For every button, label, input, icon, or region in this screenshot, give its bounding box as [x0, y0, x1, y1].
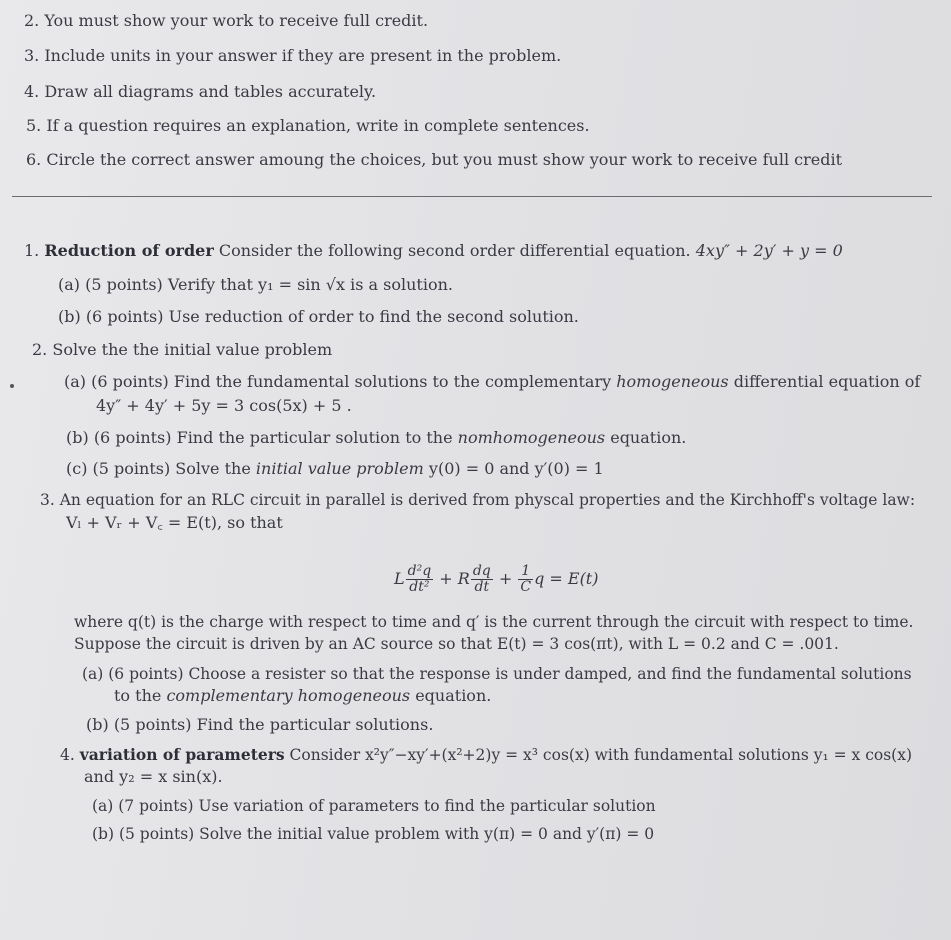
problem-2b: [66, 428, 686, 448]
problem-3-intro: 3. An equation for an RLC circuit in parallel is derived from physcal properties and the Kirchhoff's voltage law:: [40, 491, 916, 509]
fraction-numerator: dq: [472, 563, 491, 579]
problem-3-intro-equation: Vₗ + Vᵣ + V꜀ = E(t), so that: [66, 513, 283, 532]
problem-4-heading: [60, 745, 912, 765]
instruction-2: 2. You must show your work to receive full credit.: [24, 11, 429, 30]
fraction-denominator: C: [520, 579, 532, 595]
problem-4-number: 4.: [60, 746, 75, 764]
problem-2a-equation: 4y″ + 4y′ + 5y = 3 cos(5x) + 5 .: [96, 396, 352, 415]
instruction-5: 5. If a question requires an explanation, write in complete sentences.: [26, 116, 590, 135]
problem-1-text: Consider the following second order differential equation.: [218, 241, 691, 260]
problem-1-number: 1.: [24, 241, 40, 260]
fraction-denominator: dt: [474, 579, 490, 595]
problem-3a-emphasis: complementary homogeneous: [166, 686, 411, 705]
problem-4b: (b) (5 points) Solve the initial value problem with y(π) = 0 and y′(π) = 0: [92, 825, 655, 843]
problem-3a-text-end: equation.: [415, 686, 492, 705]
fraction-denominator: dt²: [409, 579, 430, 595]
problem-1a: (a) (5 points) Verify that y₁ = sin √x is a solution.: [58, 275, 453, 294]
problem-1-heading: [24, 241, 843, 261]
instruction-4: 4. Draw all diagrams and tables accurately.: [24, 82, 377, 101]
problem-2a-text: (a) (6 points) Find the fundamental solutions to the complementary: [64, 372, 612, 391]
problem-3a-text: to the: [114, 686, 162, 705]
fraction-numerator: d²q: [407, 563, 432, 579]
problem-4a: (a) (7 points) Use variation of parameters to find the particular solution: [92, 797, 656, 815]
first-derivative-fraction: [471, 564, 493, 595]
instruction-3: 3. Include units in your answer if they are present in the problem.: [24, 46, 562, 65]
capacitance-fraction: [518, 564, 533, 595]
problem-1-equation: 4xy″ + 2y′ + y = 0: [695, 241, 843, 260]
problem-3-suppose: Suppose the circuit is driven by an AC source so that E(t) = 3 cos(πt), with L = 0.2 and C = .001.: [74, 635, 839, 653]
problem-2b-text: (b) (6 points) Find the particular solution to the: [66, 428, 453, 447]
problem-2a-text-end: differential equation of: [733, 372, 921, 391]
problem-2c-condition: y(0) = 0 and y′(0) = 1: [428, 459, 604, 478]
problem-4-title: variation of parameters: [79, 745, 285, 764]
problem-2-heading: 2. Solve the the initial value problem: [32, 340, 333, 359]
problem-1-title: Reduction of order: [44, 241, 214, 260]
problem-2c-emphasis: initial value problem: [255, 459, 424, 478]
second-derivative-fraction: [406, 564, 434, 595]
problem-2a-emphasis: homogeneous: [616, 372, 729, 391]
problem-3-where: where q(t) is the charge with respect to time and q′ is the current through the circuit with respect to time.: [74, 613, 914, 631]
problem-3b: (b) (5 points) Find the particular solutions.: [86, 715, 434, 734]
problem-3a-line2: [114, 686, 491, 706]
rlc-equation: [394, 562, 598, 596]
problem-1b: (b) (6 points) Use reduction of order to find the second solution.: [58, 307, 579, 326]
problem-2b-emphasis: nomhomogeneous: [457, 428, 606, 447]
problem-4-text-line2: and y₂ = x sin(x).: [84, 767, 223, 786]
problem-3a-line1: (a) (6 points) Choose a resister so that the response is under damped, and find the fundamental solutions: [82, 665, 912, 683]
section-divider: [12, 196, 932, 197]
stray-mark: [10, 384, 14, 388]
instruction-6: 6. Circle the correct answer amoung the choices, but you must show your work to receive full credit: [26, 150, 843, 169]
problem-2c-text: (c) (5 points) Solve the: [66, 459, 251, 478]
rlc-L: L: [394, 569, 405, 588]
rlc-plus: +: [498, 569, 513, 588]
problem-4-text: Consider x²y″−xy′+(x²+2)y = x³ cos(x) with fundamental solutions y₁ = x cos(x): [289, 746, 912, 764]
problem-2a-line1: [64, 372, 920, 392]
rlc-plus-R: + R: [439, 569, 470, 588]
rlc-rhs: q = E(t): [534, 569, 599, 588]
problem-2c: [66, 459, 604, 479]
problem-2b-text-end: equation.: [610, 428, 687, 447]
fraction-numerator: 1: [518, 564, 533, 580]
